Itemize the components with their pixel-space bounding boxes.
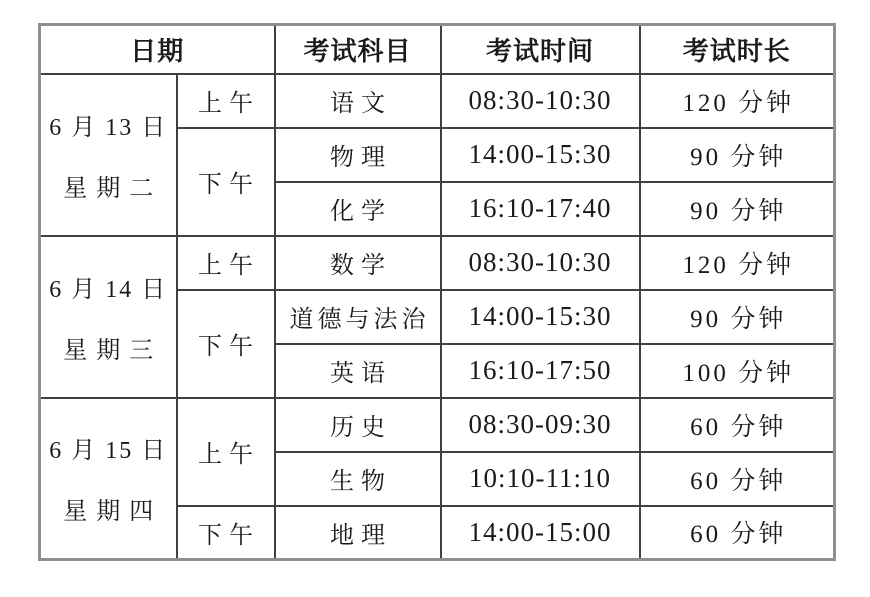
duration-cell: 120 分钟 [640,236,835,290]
duration-cell: 90 分钟 [640,128,835,182]
session-cell: 下午 [177,290,275,398]
subject-cell: 英语 [275,344,441,398]
time-cell: 08:30-10:30 [441,236,640,290]
table-row [40,398,835,452]
duration-cell: 60 分钟 [640,452,835,506]
subject-cell: 历史 [275,398,441,452]
date-line: 6 月 13 日 [49,114,168,141]
session-cell: 下午 [177,128,275,236]
duration-cell: 60 分钟 [640,506,835,560]
duration-cell: 100 分钟 [640,344,835,398]
duration-cell: 120 分钟 [640,74,835,128]
time-cell: 14:00-15:30 [441,128,640,182]
subject-cell: 数学 [275,236,441,290]
table-row [40,74,835,128]
duration-cell: 90 分钟 [640,290,835,344]
header-subject: 考试科目 [275,25,441,74]
time-cell: 14:00-15:00 [441,506,640,560]
subject-cell: 化学 [275,182,441,236]
header-duration: 考试时长 [640,25,835,74]
date-line: 6 月 14 日 [49,276,168,303]
session-cell: 上午 [177,236,275,290]
session-cell: 上午 [177,398,275,506]
time-cell: 16:10-17:40 [441,182,640,236]
date-cell [40,236,177,398]
subject-cell: 道德与法治 [275,290,441,344]
time-cell: 10:10-11:10 [441,452,640,506]
weekday-line: 星期四 [63,499,163,526]
session-cell: 下午 [177,506,275,560]
subject-cell: 物理 [275,128,441,182]
subject-cell: 地理 [275,506,441,560]
exam-schedule-table [38,23,836,561]
subject-cell: 生物 [275,452,441,506]
session-cell: 上午 [177,74,275,128]
header-date: 日期 [40,25,275,74]
date-cell [40,398,177,560]
subject-cell: 语文 [275,74,441,128]
duration-cell: 90 分钟 [640,182,835,236]
date-line: 6 月 15 日 [49,438,168,465]
table-header-row [40,25,835,74]
date-cell [40,74,177,236]
duration-cell: 60 分钟 [640,398,835,452]
time-cell: 14:00-15:30 [441,290,640,344]
weekday-line: 星期三 [63,337,163,364]
weekday-line: 星期二 [63,175,163,202]
time-cell: 16:10-17:50 [441,344,640,398]
time-cell: 08:30-09:30 [441,398,640,452]
table-row [40,236,835,290]
time-cell: 08:30-10:30 [441,74,640,128]
header-time: 考试时间 [441,25,640,74]
